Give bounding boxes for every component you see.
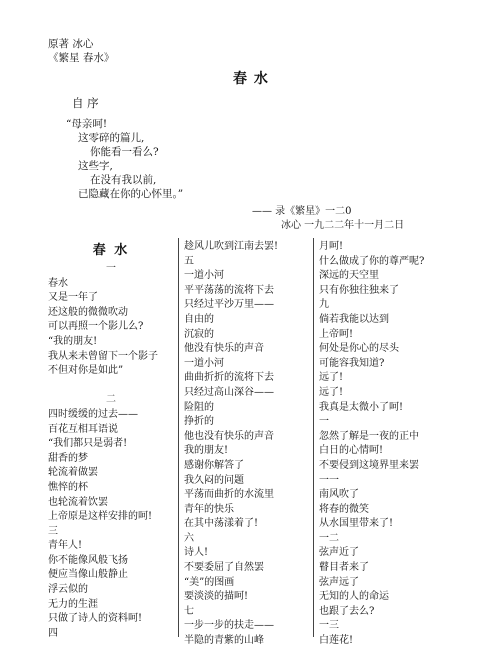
poem-line: 三 [48, 525, 58, 537]
poem-line: 他没有快乐的声音 [184, 343, 264, 355]
poem-line: 自由的 [184, 313, 214, 325]
poem-line: 憔悴的杯 [48, 481, 88, 493]
poem-column-2 [184, 240, 310, 649]
poem-line: 不但对你是如此” [48, 365, 124, 377]
poem-line: 曲曲折折的流将下去 [184, 372, 274, 384]
preface-line: 这零碎的篇儿, [78, 132, 145, 144]
poem-line: 远了! [319, 372, 344, 384]
poem-line: 我从来未曾留下一个影子 [48, 350, 158, 362]
poem-line: “我的朋友! [48, 335, 98, 347]
poem-line: 只经过高山深谷—— [184, 386, 274, 398]
poem-line: 只做了诗人的资料呵! [48, 613, 143, 625]
poem-line: 浮云似的 [48, 584, 88, 596]
column-divider [178, 238, 179, 637]
poem-line: 便应当像山般静止 [48, 569, 128, 581]
poem-line: 四 [48, 627, 58, 639]
preface-source: —— 录《繁星》一二0 [252, 206, 352, 217]
poem-number: 二 [106, 394, 116, 406]
poem-line: 四时缓缓的过去—— [48, 408, 138, 420]
poem-line: 何处是你心的尽头 [319, 343, 399, 355]
poem-line: 一二 [319, 532, 339, 544]
poem-line: 感谢你解答了 [184, 459, 244, 471]
poem-line: 可以再照一个影儿么? [48, 321, 144, 333]
poem-line: 一道小河 [184, 270, 224, 282]
poem-line: 六 [184, 532, 194, 544]
poem-line: 趁风儿吹到江南去罢! [184, 241, 279, 252]
poem-line: 倘若我能以达到 [319, 313, 389, 325]
poem-line: 弦声近了 [319, 547, 359, 559]
poem-line: 你不能像风般飞扬 [48, 554, 128, 566]
poem-line: 半隐的青紫的山峰 [184, 635, 264, 647]
preface-line: “母亲呵! [66, 118, 108, 130]
poem-line: 南风吹了 [319, 489, 359, 501]
poem-line: 什么做成了你的尊严呢? [319, 255, 425, 267]
poem-line: 挣折的 [184, 416, 214, 428]
poem-line: 也跟了去么? [319, 605, 375, 617]
poem-line: 在其中荡漾着了! [184, 518, 259, 530]
poem-line: 百花互相耳语说 [48, 423, 118, 435]
poem-line: 他也没有快乐的声音 [184, 430, 274, 442]
poem-line: 九 [319, 299, 329, 311]
poem-line: 平荡而曲折的水流里 [184, 489, 274, 501]
poem-line: 我久闷的问题 [184, 474, 244, 486]
poem-line: 白日的心情呵! [319, 445, 384, 457]
poem-line: 瞽目者来了 [319, 562, 369, 574]
poem-line: 还这般的微微吹动 [48, 306, 128, 318]
poem-line: 只经过平沙万里—— [184, 299, 274, 311]
poem-line: 月呵! [319, 241, 344, 252]
section-title: 春 水 [92, 243, 130, 258]
poem-line: 七 [184, 605, 194, 617]
poem-line: 我真是太微小了呵! [319, 401, 404, 413]
poem-line: 白莲花! [319, 635, 354, 647]
poem-line: 又是一年了 [48, 292, 98, 304]
poem-line: 也轮流着饮罢 [48, 496, 108, 508]
poem-column-3 [319, 240, 459, 649]
poem-line: 不要委屈了自然罢 [184, 562, 264, 574]
poem-line: 青年人! [48, 540, 83, 552]
poem-line: 要淡淡的描呵! [184, 591, 249, 603]
poem-line: 一道小河 [184, 357, 224, 369]
poem-column-1 [48, 240, 174, 641]
poem-line: 无知的人的命运 [319, 591, 389, 603]
poem-line: 将春的微笑 [319, 503, 369, 515]
poem-line: “我们都只是弱者! [48, 438, 128, 450]
poem-line: 可能容我知道? [319, 357, 385, 369]
poem-line: 五 [184, 255, 194, 267]
page-title: 春 水 [233, 71, 269, 87]
book-title-line: 《繁星 春水》 [48, 52, 115, 64]
poem-line: 弦声远了 [319, 576, 359, 588]
poem-line: 一三 [319, 620, 339, 632]
preface-line: 你能看一看么? [90, 146, 159, 158]
poem-line: 远了! [319, 386, 344, 398]
poem-line: “美”的图画 [184, 576, 235, 588]
poem-line: 不要侵到这境界里来罢 [319, 459, 419, 471]
poem-line: 上帝呵! [319, 328, 354, 340]
poem-line [48, 379, 174, 394]
poem-line: 从水国里带来了! [319, 518, 394, 530]
poem-line: 诗人! [184, 547, 209, 559]
preface-title: 自 序 [72, 96, 99, 110]
poem-line: 轮流着做罢 [48, 467, 98, 479]
poem-line: 春水 [48, 277, 68, 289]
preface-line: 在没有我以前, [90, 174, 157, 186]
poem-line: 我的朋友! [184, 445, 229, 457]
preface-signature: 冰心 一九二二年十一月二日 [281, 220, 405, 231]
poem-line: 一一 [319, 474, 339, 486]
poem-line: 只有你独往独来了 [319, 284, 399, 296]
poem-line: 甜香的梦 [48, 452, 88, 464]
poem-line: 险阻的 [184, 401, 214, 413]
poem-line: 平平荡荡的流将下去 [184, 284, 274, 296]
poem-line: 一 [319, 416, 329, 428]
poem-line: 青年的快乐 [184, 503, 234, 515]
preface-line: 已隐藏在你的心怀里。” [78, 188, 184, 200]
poem-line: 忽然了解是一夜的正中 [319, 430, 419, 442]
poem-line: 沉寂的 [184, 328, 214, 340]
poem-number: 一 [106, 263, 116, 274]
column-divider [313, 238, 314, 637]
poem-line: 上帝原是这样安排的呵! [48, 511, 153, 523]
author-line: 原著 冰心 [48, 38, 94, 50]
poem-line: 深远的天空里 [319, 270, 379, 282]
poem-line: 一步一步的扶走—— [184, 620, 274, 632]
preface-line: 这些字, [78, 160, 113, 172]
poem-line: 无力的生涯 [48, 598, 98, 610]
